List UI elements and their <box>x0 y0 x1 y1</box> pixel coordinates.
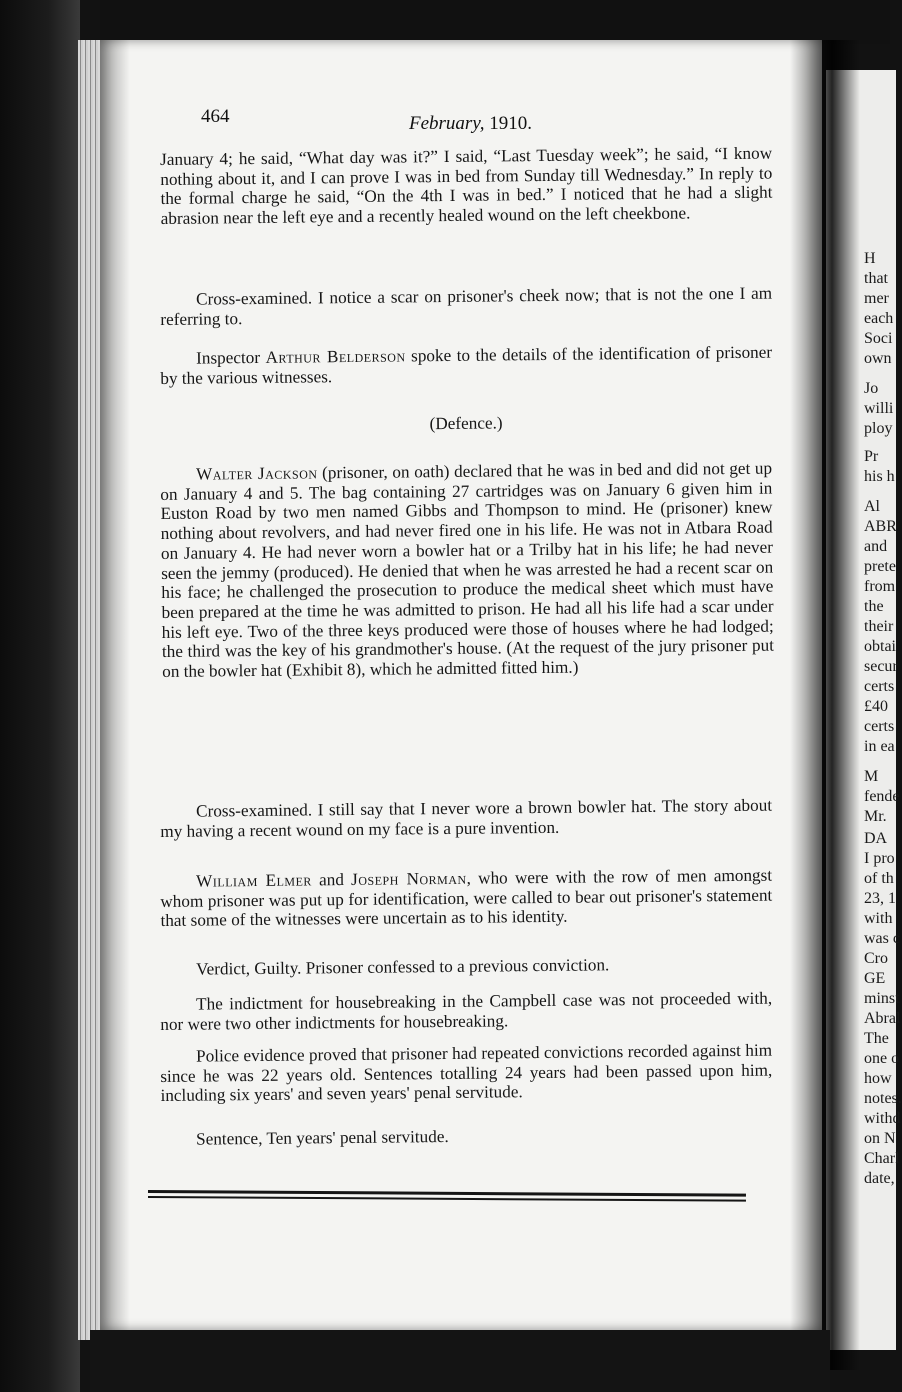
facing-page-word: The <box>864 1030 889 1047</box>
paragraph-cross-examination-2 <box>160 796 772 842</box>
facing-page-word: of th <box>864 870 894 887</box>
book-gutter-shadow <box>790 40 860 1370</box>
paragraph-text: Cross-examined. I still say that I never wore a brown bowler hat. The story about my having a recent wound on my face is a pure invention. <box>160 795 773 841</box>
witness-name: Arthur Belderson <box>265 346 406 367</box>
facing-page-word: Mr. <box>864 808 887 825</box>
paragraph-text <box>160 459 774 682</box>
paragraph-text <box>160 866 773 932</box>
scan-left-background <box>0 0 80 1392</box>
facing-page-word: date, <box>864 1170 895 1187</box>
paragraph-text: Sentence, Ten years' penal servitude. <box>195 1126 449 1149</box>
paragraph-text: January 4; he said, “What day was it?” I said, “Last Tuesday week”; he said, “I know nothing about it, and I can prove I was in bed from Sunday till Wednesday.” In reply to the formal charge he said, “On the 4th I was in bed.” I noticed that he had a slight abrasion near the left eye and a recently healed wound on the left cheekbone. <box>160 143 773 229</box>
text-run: (prisoner, on oath) declared that he was in bed and did not get up on January 4 and 5. The bag containing 27 cartridges was on January 6 given him in Euston Road by two men named Gibbs and Thompson to mind. He (prisoner) knew nothing about revolvers, and had never fired one in his life. He was not in Atbara Road on January 4. He had never worn a bowler hat or a Trilby hat in his life; he had never seen the jemmy (produced). He denied that when he was arrested he had a recent scar on his face; he challenged the prosecution to produce the medical sheet which must have been prepared at the time he was admitted to prison. He had all his life had a scar under his left eye. Two of the three keys produced were those of houses where he had lodged; the third was the key of his grandmother's house. (At the request of the jury prisoner put on the bowler hat (Exhibit 8), which he admitted fitted him.) <box>160 458 775 682</box>
facing-page-word: ploy <box>864 420 893 437</box>
page-binding-shadow <box>100 40 130 1330</box>
facing-page-word: own <box>864 350 892 367</box>
text-run: Inspector <box>195 347 266 368</box>
paragraph-police-evidence <box>160 1041 773 1107</box>
paragraph-witnesses <box>160 866 773 932</box>
facing-page-word: in ea <box>864 738 895 755</box>
paragraph-inspector <box>160 343 772 389</box>
scan-top-shadow <box>100 0 890 44</box>
facing-page-word: their <box>864 618 894 635</box>
scan-bottom-shadow <box>90 1330 830 1392</box>
facing-page-word: prete <box>864 558 896 575</box>
facing-page-word: Jo <box>864 380 879 397</box>
paragraph-text: The indictment for housebreaking in the Campbell case was not proceeded with, nor were two other indictments for housebreaking. <box>160 988 773 1034</box>
facing-page-word: fende <box>864 788 900 805</box>
header-month: February, <box>409 113 485 134</box>
facing-page-word: £40 <box>864 698 888 715</box>
facing-page-word: Pr <box>864 448 879 465</box>
facing-page-word: from <box>864 578 896 595</box>
facing-page-word: secur <box>864 658 898 675</box>
facing-page-word: minst <box>864 990 900 1007</box>
paragraph-cross-examination-1 <box>160 284 772 330</box>
facing-page-word: notes. <box>864 1090 902 1107</box>
facing-page-word: with <box>864 910 893 927</box>
facing-page-word: his h <box>864 468 895 485</box>
paragraph-indictment <box>160 989 772 1035</box>
facing-page-word: M <box>864 768 879 785</box>
text-run: spoke to the details of the identification of prisoner by the various witnesses. <box>160 342 773 388</box>
facing-page-word: was c <box>864 930 900 947</box>
paragraph-text: Verdict, Guilty. Prisoner confessed to a previous conviction. <box>195 955 610 979</box>
text-run: and <box>311 869 352 890</box>
facing-page-word: how <box>864 1070 892 1087</box>
facing-page-word: each <box>864 310 894 327</box>
witness-name: Joseph Norman <box>351 868 467 889</box>
facing-page-word: certs <box>864 718 895 735</box>
text-run: , who were with the row of men amongst whom prisoner was put up for identification, were called to bear out prisoner's statement that some of the witnesses were uncertain as to his identity. <box>160 865 773 931</box>
running-header-date <box>409 113 532 135</box>
facing-page-word: mer <box>864 290 889 307</box>
witness-name: William Elmer <box>195 870 312 891</box>
facing-page-word: Abral <box>864 1010 901 1027</box>
facing-page-word: Cro <box>864 950 888 967</box>
facing-page-word: GE <box>864 970 886 987</box>
facing-page-word: one o <box>864 1050 900 1067</box>
facing-page-word: obtai <box>864 638 896 655</box>
facing-page-word: on N <box>864 1130 896 1147</box>
facing-page-word: Al <box>864 498 880 515</box>
facing-page-word: ABR <box>864 518 897 535</box>
section-heading: (Defence.) <box>429 413 503 434</box>
facing-page-word: Charl <box>864 1150 900 1167</box>
facing-page-word: the <box>864 598 884 615</box>
facing-page-word: H <box>864 250 876 267</box>
facing-page-word: I pro <box>864 850 895 867</box>
facing-page-word: DA <box>864 830 888 847</box>
facing-page-word: Soci <box>864 330 893 347</box>
prisoner-name: Walter Jackson <box>195 463 318 484</box>
header-year: 1910. <box>489 113 532 134</box>
paragraph-prisoner-statement <box>160 459 774 682</box>
facing-page-word: that <box>864 270 888 287</box>
paragraph-text: Police evidence proved that prisoner had repeated convictions recorded against him since he was 22 years old. Sentences totalling 24 years had been passed upon him, including six years' and seven years' penal servitude. <box>160 1040 773 1106</box>
facing-page-word: 23, 1 <box>864 890 896 907</box>
paragraph-testimony <box>160 144 773 229</box>
facing-page-word: withd <box>864 1110 901 1127</box>
facing-page-word: and <box>864 538 888 555</box>
paragraph-text <box>160 343 772 389</box>
facing-page-word: certs <box>864 678 895 695</box>
facing-page-word: willi <box>864 400 894 417</box>
page-number: 464 <box>201 106 230 127</box>
paragraph-text: Cross-examined. I notice a scar on prisoner's cheek now; that is not the one I am referring to. <box>160 283 773 329</box>
